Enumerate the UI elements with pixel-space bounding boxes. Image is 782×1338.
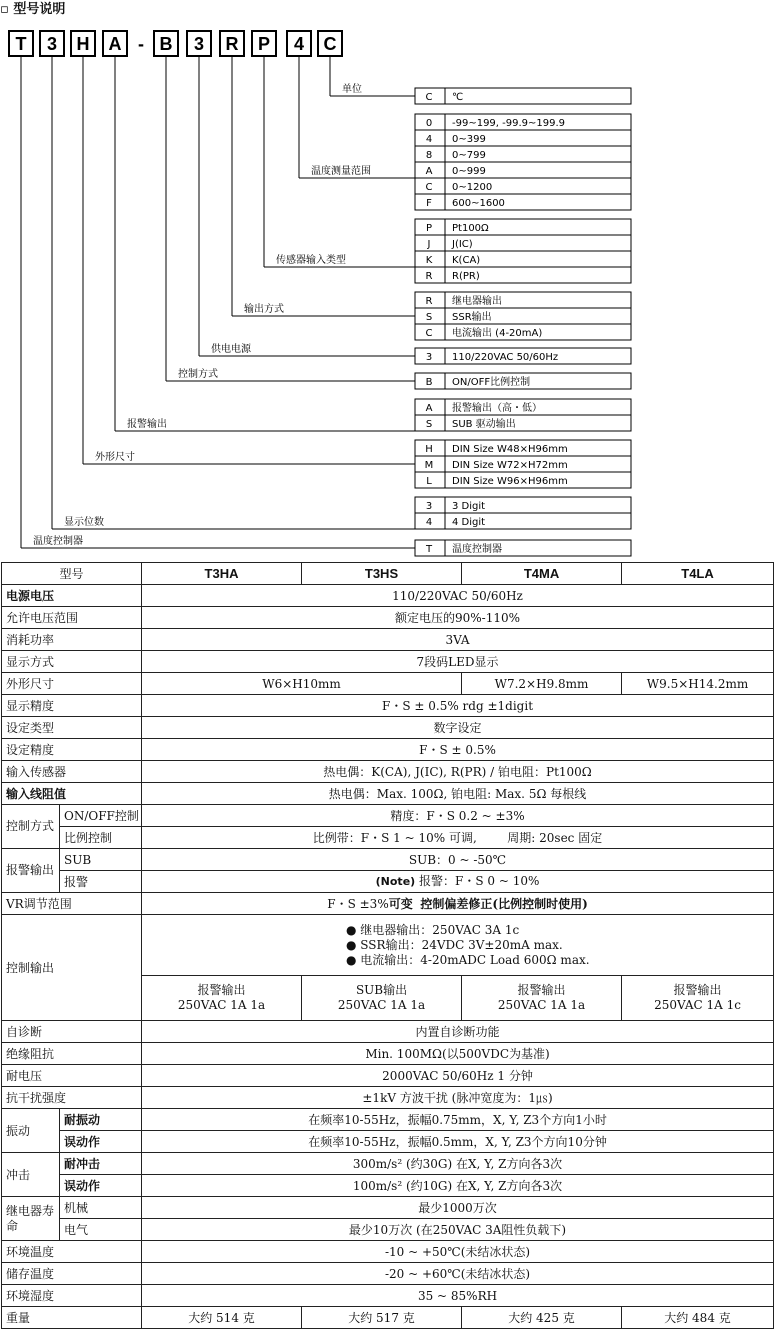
- row-sublabel: 误动作: [60, 1131, 142, 1153]
- vr-variable: 可变: [388, 896, 413, 911]
- table-row: [2, 1263, 774, 1285]
- row-value: 额定电压的90%-110%: [142, 607, 774, 629]
- table-row: [2, 563, 774, 585]
- row-label: 电源电压: [2, 585, 142, 607]
- row-value: 报警输出 250VAC 1A 1a: [462, 976, 622, 1021]
- bullet-ssr: ● SSR输出：24VDC 3V±20mA max.: [346, 937, 563, 952]
- row-sublabel: 机械: [60, 1197, 142, 1219]
- code-char: 3: [193, 34, 205, 54]
- row-value: F・S ± 0.5% rdg ±1digit: [142, 695, 774, 717]
- option-code: R: [425, 296, 433, 307]
- header-t4ma: T4MA: [462, 563, 622, 585]
- row-value: Min. 100MΩ(以500VDC为基准): [142, 1043, 774, 1065]
- code-char: P: [257, 34, 271, 54]
- row-label: 控制方式: [2, 805, 60, 849]
- row-label: 输入传感器: [2, 761, 142, 783]
- row-sublabel: 耐振动: [60, 1109, 142, 1131]
- row-value: 报警输出 250VAC 1A 1a: [142, 976, 302, 1021]
- option-desc: R(PR): [452, 271, 480, 282]
- option-desc: 0~799: [452, 150, 486, 161]
- header-model: 型号: [2, 563, 142, 585]
- row-value: 7段码LED显示: [142, 651, 774, 673]
- option-desc: 110/220VAC 50/60Hz: [452, 352, 559, 363]
- option-desc: SUB 驱动输出: [452, 419, 516, 430]
- option-desc: ON/OFF比例控制: [452, 377, 531, 388]
- code-char: C: [323, 34, 337, 54]
- row-label: 报警输出: [2, 849, 60, 893]
- option-code: 4: [425, 517, 433, 528]
- row-value: 精度：F・S 0.2 ~ ±3%: [142, 805, 774, 827]
- row-value: [142, 871, 774, 893]
- table-row: [2, 1197, 774, 1219]
- option-desc: 0~999: [452, 166, 486, 177]
- row-value: 大约 517 克: [302, 1307, 462, 1329]
- option-code: T: [425, 544, 433, 555]
- row-label: 允许电压范围: [2, 607, 142, 629]
- spec-table: [1, 562, 774, 1329]
- row-label: 自诊断: [2, 1021, 142, 1043]
- legend-label: 显示位数: [64, 517, 104, 528]
- note-tag: (Note): [375, 875, 416, 888]
- row-value: 大约 484 克: [622, 1307, 774, 1329]
- ctrl-output-bullets: [142, 915, 774, 976]
- table-row: [2, 871, 774, 893]
- table-row: [2, 893, 774, 915]
- row-label: 环境温度: [2, 1241, 142, 1263]
- row-value: -10 ~ +50℃(未结冰状态): [142, 1241, 774, 1263]
- option-code: S: [425, 419, 433, 430]
- option-code: F: [426, 198, 432, 209]
- option-desc: DIN Size W48×H96mm: [452, 444, 568, 455]
- table-row: [2, 1131, 774, 1153]
- row-value: F・S ± 0.5%: [142, 739, 774, 761]
- legend-table: [415, 540, 631, 556]
- table-row: [2, 1307, 774, 1329]
- option-desc: 0~399: [452, 134, 486, 145]
- prop-period: 周期: 20sec 固定: [507, 830, 603, 845]
- row-label: 冲击: [2, 1153, 60, 1197]
- option-code: 0: [425, 118, 433, 129]
- table-row: [2, 1153, 774, 1175]
- row-value: SUB：0 ~ -50℃: [142, 849, 774, 871]
- code-char: 3: [46, 34, 58, 54]
- row-value: 100m/s² (约10G) 在X, Y, Z方向各3次: [142, 1175, 774, 1197]
- code-char: T: [15, 34, 27, 54]
- option-desc: 3 Digit: [452, 501, 486, 512]
- row-label: 设定精度: [2, 739, 142, 761]
- table-row: [2, 717, 774, 739]
- alarm-range: 报警：F・S 0 ~ 10%: [419, 874, 540, 888]
- row-label: 显示精度: [2, 695, 142, 717]
- table-row: [2, 761, 774, 783]
- option-code: C: [425, 92, 433, 103]
- row-label: VR调节范围: [2, 893, 142, 915]
- table-row: [2, 1043, 774, 1065]
- legend-label: 外形尺寸: [95, 452, 135, 463]
- option-code: H: [425, 444, 433, 455]
- legend-label: 报警输出: [127, 419, 167, 430]
- table-row: [2, 827, 774, 849]
- row-label: 控制输出: [2, 915, 142, 1021]
- row-value: 热电偶：K(CA), J(IC), R(PR) / 铂电阻：Pt100Ω: [142, 761, 774, 783]
- row-sublabel: ON/OFF控制: [60, 805, 142, 827]
- option-code: M: [424, 460, 434, 471]
- option-desc: 4 Digit: [452, 517, 486, 528]
- row-sublabel: 比例控制: [60, 827, 142, 849]
- legend-table: [415, 88, 631, 104]
- legend-label: 温度测量范围: [311, 166, 371, 177]
- option-code: 4: [425, 134, 433, 145]
- option-desc: Pt100Ω: [452, 223, 489, 234]
- option-code: R: [425, 271, 433, 282]
- row-label: 重量: [2, 1307, 142, 1329]
- option-code: 3: [425, 501, 433, 512]
- bullet-current: ● 电流输出：4-20mADC Load 600Ω max.: [346, 952, 590, 967]
- option-code: A: [425, 166, 433, 177]
- table-row: [2, 695, 774, 717]
- table-row: [2, 629, 774, 651]
- row-sublabel: 电气: [60, 1219, 142, 1241]
- row-label: 继电器寿命: [2, 1197, 60, 1241]
- row-sublabel: 报警: [60, 871, 142, 893]
- code-char: B: [159, 34, 173, 54]
- row-value: ±1kV 方波干扰 (脉冲宽度为：1㎲): [142, 1087, 774, 1109]
- row-value: 报警输出 250VAC 1A 1c: [622, 976, 774, 1021]
- header-t3hs: T3HS: [302, 563, 462, 585]
- option-code: S: [425, 312, 433, 323]
- code-dash: -: [138, 34, 144, 54]
- row-value: W6×H10mm: [142, 673, 462, 695]
- option-desc: DIN Size W96×H96mm: [452, 476, 568, 487]
- row-value: [142, 893, 774, 915]
- table-row: [2, 585, 774, 607]
- table-row: [2, 1241, 774, 1263]
- row-value: W9.5×H14.2mm: [622, 673, 774, 695]
- row-value: 最少1000万次: [142, 1197, 774, 1219]
- code-char: 4: [293, 34, 305, 54]
- table-row: [2, 849, 774, 871]
- page-title: ▫ 型号说明: [0, 2, 66, 17]
- table-row: [2, 1219, 774, 1241]
- option-desc: -99~199, -99.9~199.9: [452, 118, 566, 129]
- option-code: A: [425, 403, 433, 414]
- code-char: H: [76, 34, 90, 54]
- table-row: [2, 607, 774, 629]
- row-value: 热电偶：Max. 100Ω, 铂电阻: Max. 5Ω 每根线: [142, 783, 774, 805]
- table-row: [2, 1175, 774, 1197]
- option-desc: 继电器输出: [452, 296, 502, 307]
- row-value: W7.2×H9.8mm: [462, 673, 622, 695]
- table-row: [2, 915, 774, 976]
- legend-label: 输出方式: [244, 304, 284, 315]
- header-t4la: T4LA: [622, 563, 774, 585]
- row-label: 储存温度: [2, 1263, 142, 1285]
- option-desc: 0~1200: [452, 182, 493, 193]
- row-value: [142, 827, 774, 849]
- option-code: K: [425, 255, 433, 266]
- option-code: C: [425, 328, 433, 339]
- option-desc: SSR输出: [452, 312, 492, 323]
- table-row: [2, 739, 774, 761]
- option-desc: 温度控制器: [452, 544, 502, 555]
- row-label: 抗干扰强度: [2, 1087, 142, 1109]
- row-value: -20 ~ +60℃(未结冰状态): [142, 1263, 774, 1285]
- row-label: 振动: [2, 1109, 60, 1153]
- option-code: C: [425, 182, 433, 193]
- prop-band: 比例带：F・S 1 ~ 10% 可调,: [312, 830, 477, 845]
- row-value: 在频率10-55Hz，振幅0.75mm，X, Y, Z3个方向1小时: [142, 1109, 774, 1131]
- legend-label: 单位: [342, 84, 362, 95]
- option-code: P: [425, 223, 433, 234]
- code-char: A: [108, 34, 122, 54]
- option-code: J: [427, 239, 431, 250]
- row-label: 显示方式: [2, 651, 142, 673]
- row-label: 绝缘阻抗: [2, 1043, 142, 1065]
- header-t3ha: T3HA: [142, 563, 302, 585]
- table-row: [2, 673, 774, 695]
- legend-label: 控制方式: [178, 369, 218, 380]
- row-label: 设定类型: [2, 717, 142, 739]
- row-value: SUB输出 250VAC 1A 1a: [302, 976, 462, 1021]
- option-code: 8: [425, 150, 433, 161]
- row-label: 输入线阻值: [2, 783, 142, 805]
- table-row: [2, 783, 774, 805]
- row-value: 大约 514 克: [142, 1307, 302, 1329]
- option-desc: ℃: [452, 92, 464, 103]
- vr-range: F・S ±3%: [327, 896, 389, 911]
- row-value: 3VA: [142, 629, 774, 651]
- option-desc: J(IC): [452, 239, 473, 250]
- row-label: 外形尺寸: [2, 673, 142, 695]
- row-label: 耐电压: [2, 1065, 142, 1087]
- row-sublabel: SUB: [60, 849, 142, 871]
- option-desc: 报警输出（高・低）: [452, 403, 542, 414]
- row-value: 2000VAC 50/60Hz 1 分钟: [142, 1065, 774, 1087]
- row-label: 环境湿度: [2, 1285, 142, 1307]
- row-value: 大约 425 克: [462, 1307, 622, 1329]
- row-label: 消耗功率: [2, 629, 142, 651]
- legend-label: 温度控制器: [33, 536, 83, 547]
- option-code: L: [426, 476, 432, 487]
- table-row: [2, 805, 774, 827]
- row-value: 最少10万次 (在250VAC 3A阻性负载下): [142, 1219, 774, 1241]
- option-desc: DIN Size W72×H72mm: [452, 460, 568, 471]
- row-value: 300m/s² (约30G) 在X, Y, Z方向各3次: [142, 1153, 774, 1175]
- row-value: 110/220VAC 50/60Hz: [142, 585, 774, 607]
- table-row: [2, 1087, 774, 1109]
- code-char: R: [225, 34, 239, 54]
- option-desc: K(CA): [452, 255, 481, 266]
- row-value: 内置自诊断功能: [142, 1021, 774, 1043]
- option-desc: 电流输出 (4-20mA): [452, 328, 543, 339]
- vr-note: 控制偏差修正(比例控制时使用): [420, 896, 588, 911]
- row-value: 35 ~ 85%RH: [142, 1285, 774, 1307]
- table-row: [2, 1285, 774, 1307]
- legend-label: 传感器输入类型: [276, 255, 346, 266]
- row-sublabel: 耐冲击: [60, 1153, 142, 1175]
- table-row: [2, 1065, 774, 1087]
- table-row: [2, 651, 774, 673]
- table-row: [2, 1021, 774, 1043]
- model-code-diagram: [0, 0, 782, 560]
- row-value: 数字设定: [142, 717, 774, 739]
- bullet-relay: ● 继电器输出：250VAC 3A 1c: [346, 922, 520, 937]
- option-desc: 600~1600: [452, 198, 505, 209]
- legend-label: 供电电源: [211, 344, 251, 355]
- option-code: B: [425, 377, 433, 388]
- table-row: [2, 1109, 774, 1131]
- row-value: 在频率10-55Hz，振幅0.5mm，X, Y, Z3个方向10分钟: [142, 1131, 774, 1153]
- option-code: 3: [425, 352, 433, 363]
- row-sublabel: 误动作: [60, 1175, 142, 1197]
